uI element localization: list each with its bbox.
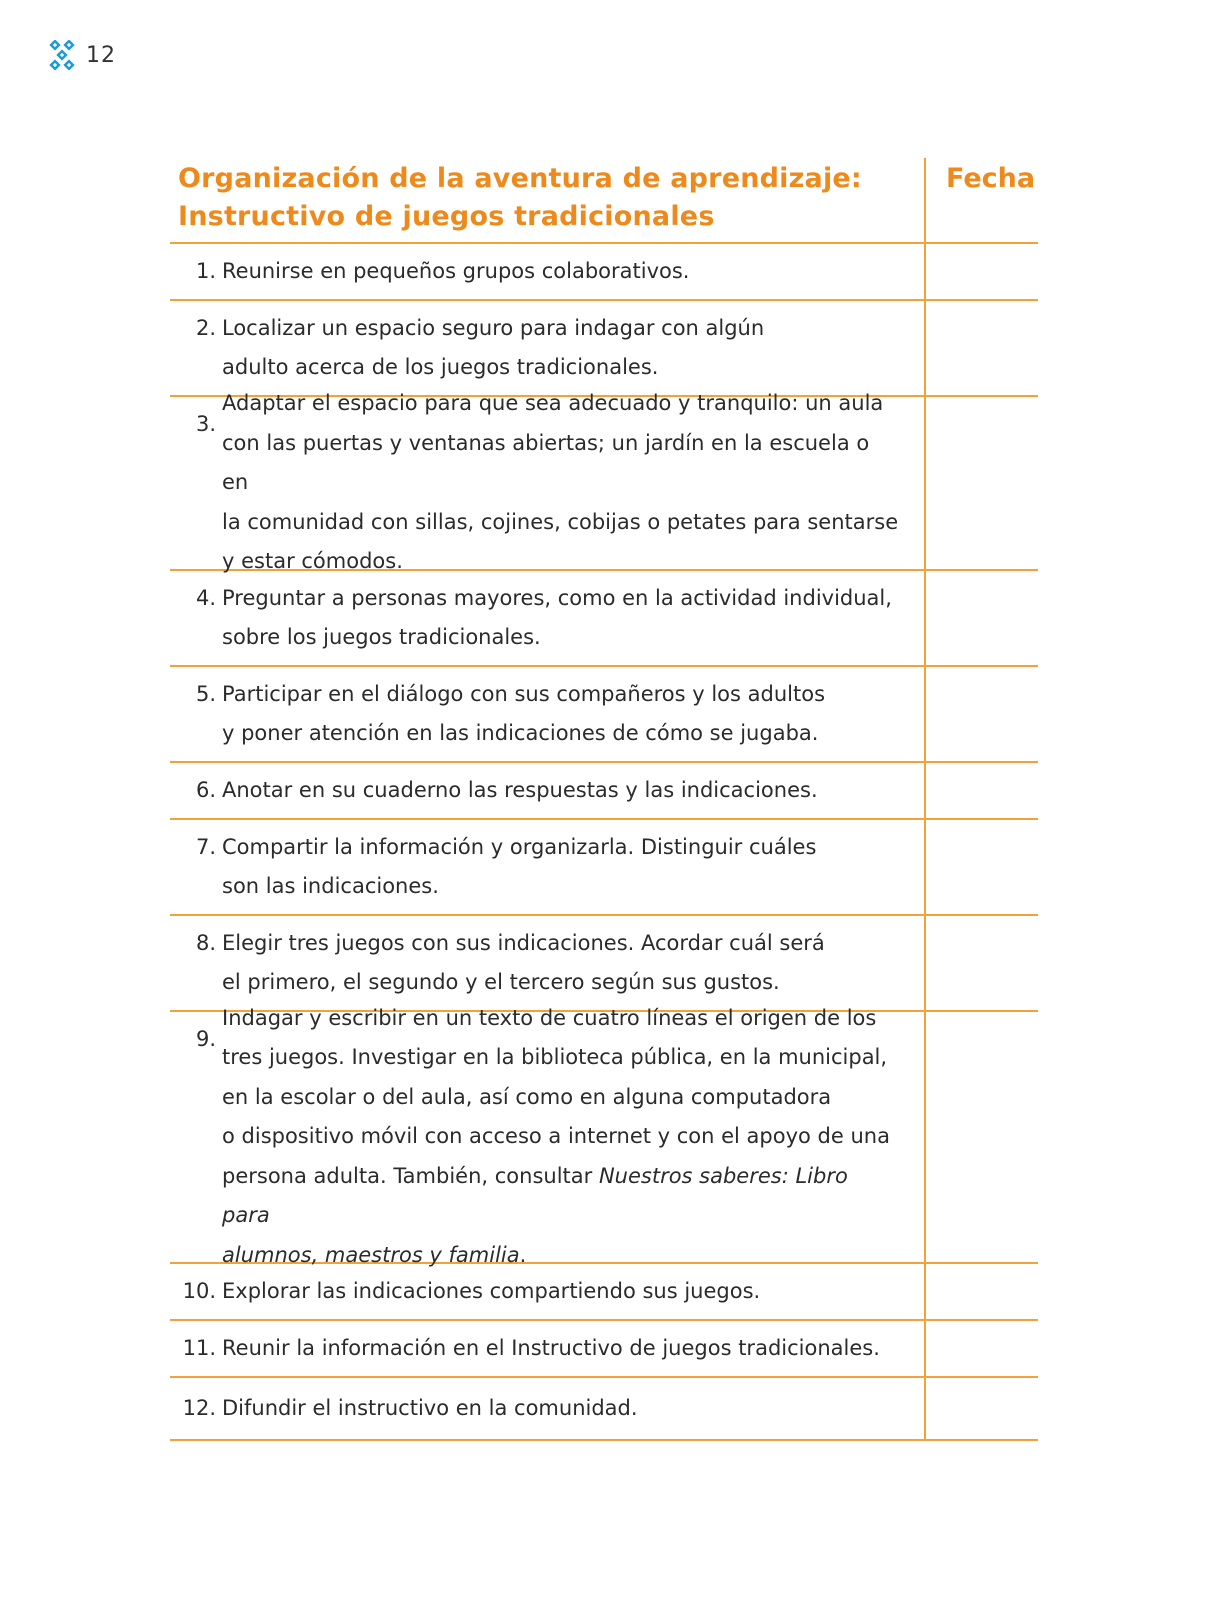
item-text <box>216 252 902 292</box>
table-row <box>170 301 1038 397</box>
book-logo-icon <box>48 40 76 70</box>
table-header-row <box>170 158 1038 244</box>
table-row <box>170 1378 1038 1441</box>
item-text-line: adulto acerca de los juegos tradicionales. <box>222 355 659 379</box>
item-text-line: Elegir tres juegos con sus indicaciones. Acordar cuál será <box>222 930 825 955</box>
date-cell[interactable] <box>926 301 1038 395</box>
item-number: 8. <box>195 931 216 955</box>
date-cell[interactable] <box>926 1321 1038 1376</box>
item-text-line: el primero, el segundo y el tercero según sus gustos. <box>222 970 780 994</box>
item-text-line: Indagar y escribir en un texto de cuatro líneas el origen de los <box>222 1005 877 1030</box>
date-cell[interactable] <box>926 244 1038 299</box>
activity-cell <box>170 820 926 914</box>
table-row <box>170 763 1038 820</box>
item-text <box>216 309 902 388</box>
activity-cell <box>170 244 926 299</box>
item-text-line: son las indicaciones. <box>222 874 439 898</box>
date-cell[interactable] <box>926 1264 1038 1319</box>
table-row <box>170 820 1038 916</box>
page-number: 12 <box>86 42 116 68</box>
book-title-italic: Nuestros saberes: Libro para <box>222 1163 848 1228</box>
item-text-plain: persona adulta. También, consultar <box>222 1163 599 1188</box>
item-text <box>216 771 902 811</box>
item-text-line <box>222 1157 902 1236</box>
activity-cell <box>170 1005 926 1267</box>
activity-cell <box>170 1264 926 1319</box>
item-text <box>216 828 902 907</box>
activity-cell <box>170 763 926 818</box>
table-title-line-2: Instructivo de juegos tradicionales <box>178 201 715 232</box>
activity-cell <box>170 571 926 665</box>
item-text <box>216 924 902 1003</box>
item-text-line: Compartir la información y organizarla. Distinguir cuáles <box>222 834 817 859</box>
date-cell[interactable] <box>926 1378 1038 1439</box>
item-number: 5. <box>195 682 216 706</box>
item-number: 3. <box>195 412 216 436</box>
item-text-line: Participar en el diálogo con sus compañeros y los adultos <box>222 681 826 706</box>
date-column-header: Fecha <box>946 163 1036 194</box>
date-cell[interactable] <box>926 820 1038 914</box>
item-text-line: o dispositivo móvil con acceso a internet y con el apoyo de una <box>222 1124 890 1149</box>
item-text <box>216 675 902 754</box>
item-text-line: en la escolar o del aula, así como en alguna computadora <box>222 1084 832 1109</box>
table-title-line-1: Organización de la aventura de aprendizaje: <box>178 163 862 194</box>
item-number: 6. <box>195 777 216 802</box>
book-title-italic: alumnos, maestros y familia <box>222 1242 520 1267</box>
item-text-line: Anotar en su cuaderno las respuestas y las indicaciones. <box>222 777 818 802</box>
date-cell[interactable] <box>926 1012 1038 1262</box>
item-number: 4. <box>195 586 216 610</box>
date-cell[interactable] <box>926 763 1038 818</box>
date-cell[interactable] <box>926 571 1038 665</box>
item-number: 12. <box>182 1395 216 1420</box>
table-row <box>170 244 1038 301</box>
activities-table <box>170 158 1038 1441</box>
activity-cell <box>170 1378 926 1439</box>
item-text <box>216 579 902 658</box>
header-date-cell <box>926 158 1038 242</box>
item-number: 7. <box>195 835 216 859</box>
item-text-line: Localizar un espacio seguro para indagar con algún <box>222 315 765 340</box>
item-text-line: Reunirse en pequeños grupos colaborativos. <box>222 258 690 283</box>
activity-cell <box>170 391 926 574</box>
item-number: 11. <box>182 1335 216 1360</box>
item-number: 1. <box>195 258 216 283</box>
page-header <box>48 40 116 70</box>
item-text <box>216 384 902 582</box>
item-text <box>216 1329 902 1369</box>
item-text-plain: . <box>519 1242 527 1267</box>
date-cell[interactable] <box>926 397 1038 569</box>
table-row <box>170 391 1038 574</box>
activity-cell <box>170 301 926 395</box>
date-cell[interactable] <box>926 667 1038 761</box>
item-text-line: con las puertas y ventanas abiertas; un jardín en la escuela o en <box>222 430 870 495</box>
item-text-line: Adaptar el espacio para que sea adecuado y tranquilo: un aula <box>222 391 884 416</box>
table-row <box>170 916 1038 1012</box>
table-row <box>170 1264 1038 1321</box>
item-text-line: la comunidad con sillas, cojines, cobijas o petates para sentarse <box>222 509 899 534</box>
table-row <box>170 571 1038 667</box>
table-row <box>170 1005 1038 1267</box>
item-number: 2. <box>195 316 216 340</box>
activity-cell <box>170 667 926 761</box>
item-text-line: Explorar las indicaciones compartiendo sus juegos. <box>222 1278 761 1303</box>
activity-cell <box>170 916 926 1010</box>
item-text <box>216 1272 902 1312</box>
item-number: 9. <box>195 1027 216 1051</box>
item-text-line: Preguntar a personas mayores, como en la actividad individual, <box>222 585 892 610</box>
item-text <box>216 1389 902 1429</box>
item-text <box>216 999 902 1276</box>
item-number: 10. <box>182 1278 216 1303</box>
item-text-line: tres juegos. Investigar en la biblioteca pública, en la municipal, <box>222 1045 888 1070</box>
header-title-cell <box>170 158 926 242</box>
item-text-line: y poner atención en las indicaciones de cómo se jugaba. <box>222 721 819 745</box>
item-text-line: Reunir la información en el Instructivo de juegos tradicionales. <box>222 1335 880 1360</box>
item-text-line: Difundir el instructivo en la comunidad. <box>222 1395 638 1420</box>
item-text-line: sobre los juegos tradicionales. <box>222 625 541 649</box>
activity-cell <box>170 1321 926 1376</box>
table-row <box>170 667 1038 763</box>
date-cell[interactable] <box>926 916 1038 1010</box>
item-text-line: y estar cómodos. <box>222 549 403 574</box>
table-row <box>170 1321 1038 1378</box>
